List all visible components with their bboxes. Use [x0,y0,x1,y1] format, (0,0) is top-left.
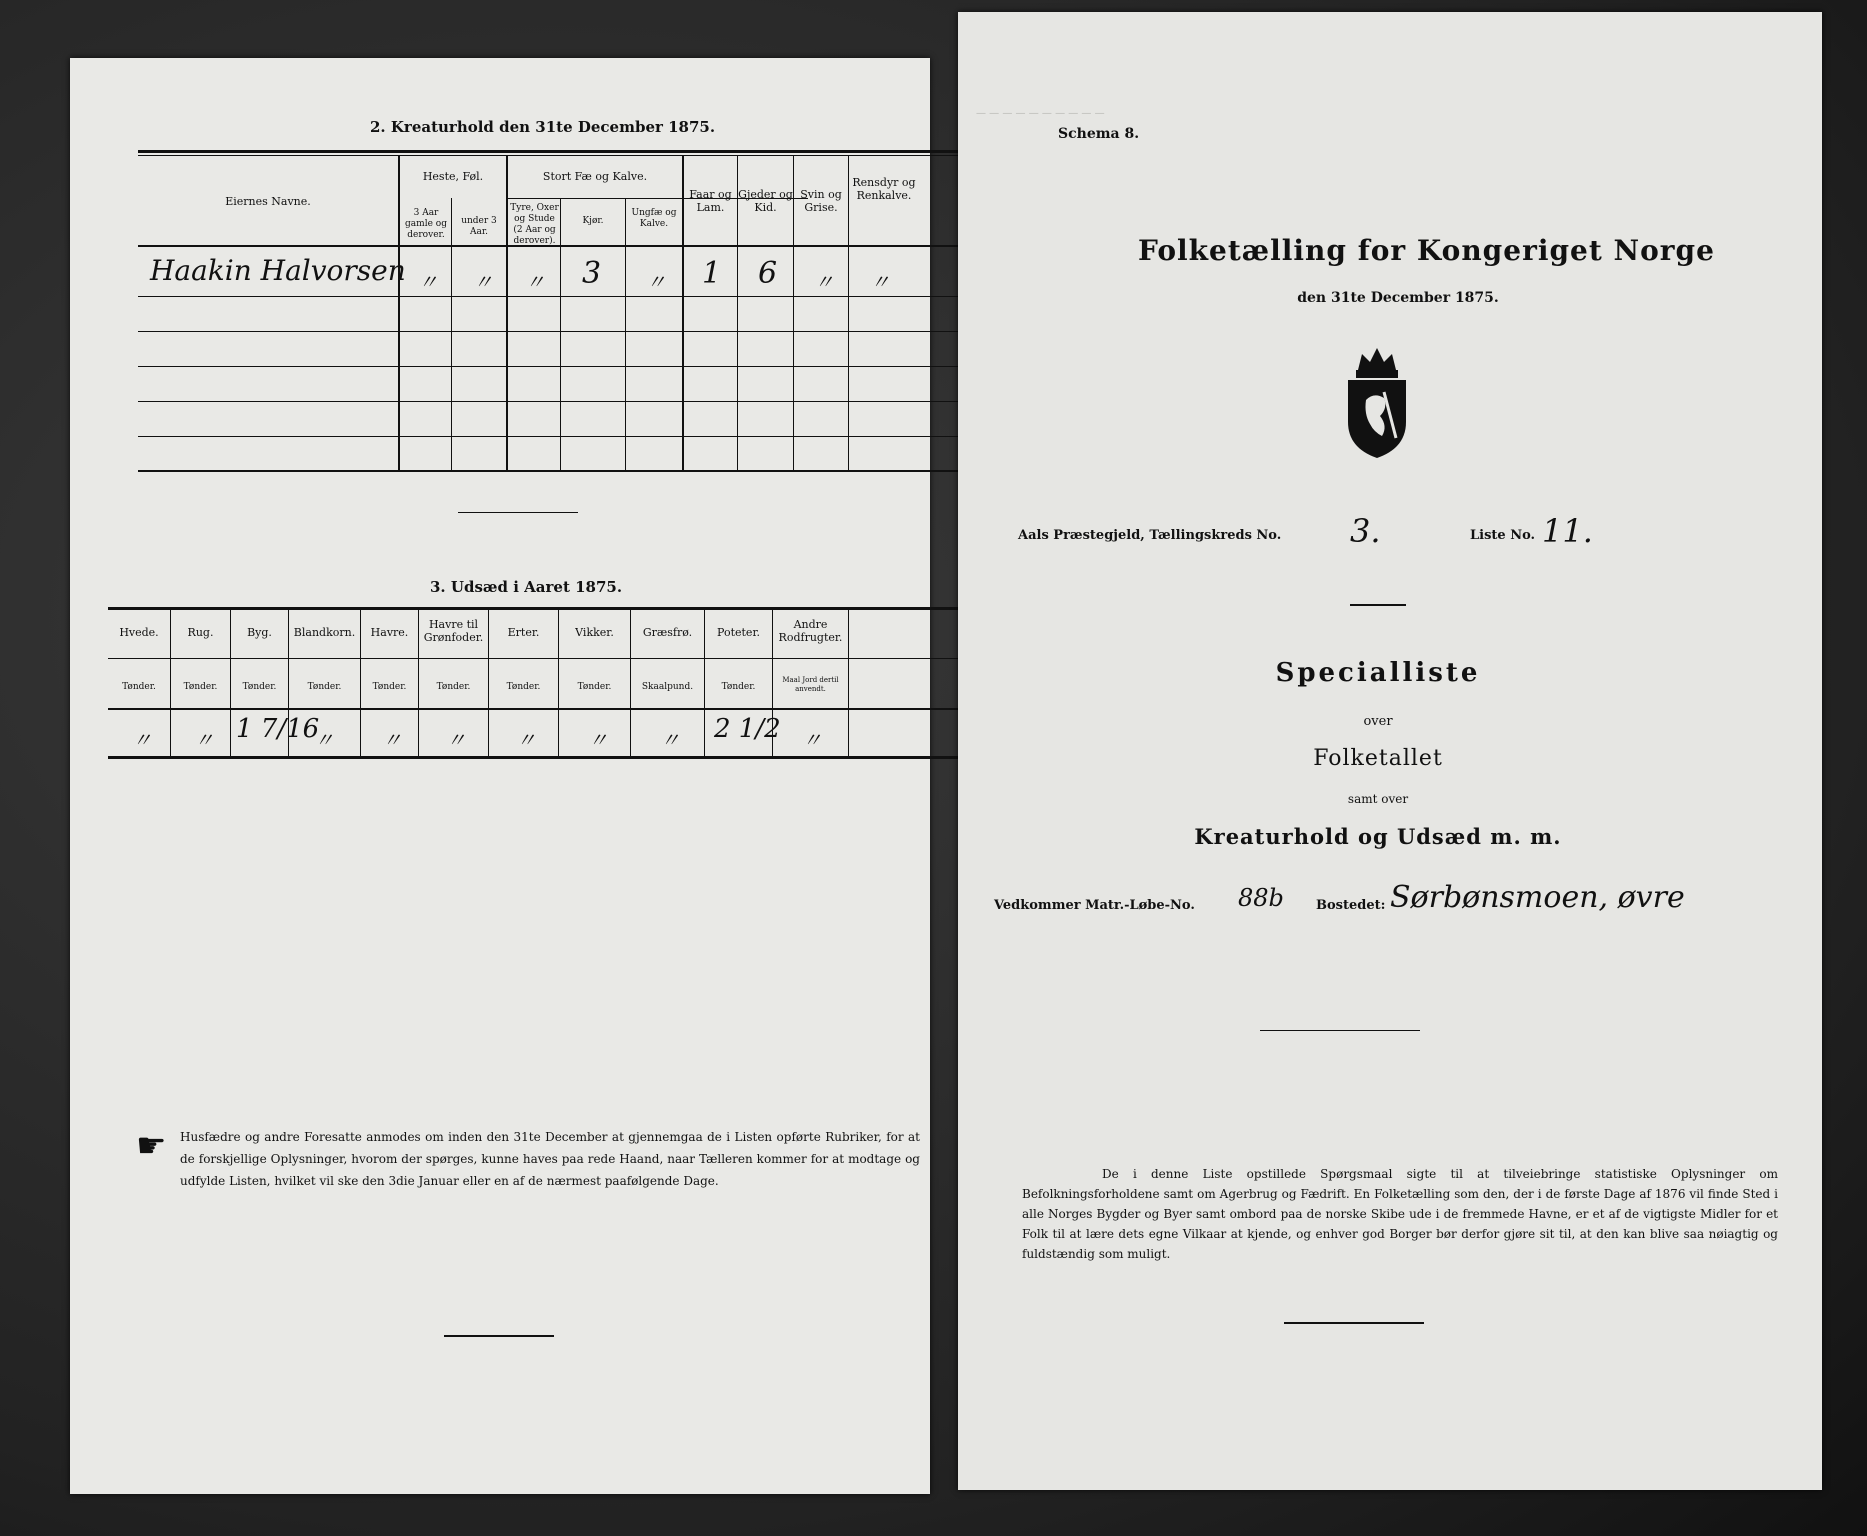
stort-fae-header: Stort Fæ og Kalve. [542,170,648,183]
parish-number: 3. [1350,512,1381,550]
census-explanation: De i denne Liste opstillede Spørgsmaal sigte til at tilveiebringe statistiske Oplysninger om Befolkningsforholdene samt om Agerbrug og Fædrift. En Folketælling som den, der i de første Dage af 1876 vil finde Sted i alle Norges Bygder og Byer samt ombord paa de norske Skibe ude i de fremmede Havne, er et af de vigtigste Midler for et Folk til at lære dets egne Vilkaar at kjende, og enhver god Borger bør derfor gjøre sit til, at den kan blive saa nøiagtig og fuldstændig som muligt. [1022,1167,1778,1261]
seed-col-header: Hvede. [119,626,159,639]
livestock-value: 〃 [473,270,493,294]
seed-value: 〃 [802,728,822,752]
heste-sub-old: 3 Aar gamle og derover. [405,208,447,240]
section3-title: 3. Udsæd i Aaret 1875. [430,578,623,596]
livestock-value: 〃 [814,270,834,294]
schema-label: Schema 8. [1058,126,1140,142]
matr-value: 88b [1238,884,1284,912]
rensdyr-header: Rensdyr og Renkalve. [852,176,916,202]
seed-value: 〃 [446,728,466,752]
gjeder-header: Gjeder og Kid. [738,188,793,214]
seed-unit: Tønder. [307,682,342,692]
bosted-value: Sørbønsmoen, øvre [1390,880,1685,915]
seed-unit: Tønder. [183,682,218,692]
livestock-value: 〃 [418,270,438,294]
seed-col-header: Græsfrø. [642,626,693,639]
seed-col-header: Andre Rodfrugter. [778,618,843,644]
section2-title: 2. Kreaturhold den 31te December 1875. [370,118,716,136]
samt-over-text: samt over [1347,792,1409,806]
col-owner-header: Eiernes Navne. [225,195,311,208]
seed-unit: Tønder. [577,682,612,692]
heste-sub-young: under 3 Aar. [461,216,497,237]
liste-number: 11. [1542,512,1593,550]
seed-col-header: Havre til Grønfoder. [423,618,484,644]
matr-label: Vedkommer Matr.-Løbe-No. [994,898,1195,913]
livestock-value: 3 [582,256,602,291]
folketallet-text: Folketallet [1313,746,1443,771]
livestock-value: 6 [758,256,778,291]
seed-value: 〃 [588,728,608,752]
seed-value: 〃 [194,728,214,752]
seed-value: 2 1/2 [714,714,781,744]
kreaturhold-text: Kreaturhold og Udsæd m. m. [1194,824,1562,849]
livestock-value: 〃 [870,270,890,294]
bosted-label: Bostedet: [1316,898,1386,913]
coat-of-arms-icon [1336,342,1418,460]
liste-label: Liste No. [1470,528,1536,543]
census-date: den 31te December 1875. [1297,290,1499,306]
seed-unit: Tønder. [122,682,156,692]
over-text: over [1363,714,1393,729]
seed-col-header: Rug. [187,626,214,639]
seed-unit: Tønder. [506,682,541,692]
seed-value: 〃 [132,728,152,752]
seed-unit: Tønder. [721,682,756,692]
household-note: Husfædre og andre Foresatte anmodes om inden den 31te December at gjennemgaa de i Listen opførte Rubriker, for at de forskjellige Oplysninger, hvorom der spørges, kunne haves paa rede Haand, naar Tælleren kommer for at modtage og udfylde Listen, hvilket vil ske den 3die Januar eller en af de nærmest paafølgende Dage. [180,1130,920,1188]
left-page [70,58,930,1494]
seed-value: 〃 [660,728,680,752]
census-title: Folketælling for Kongeriget Norge [1138,234,1715,267]
seed-unit: Maal Jord dertil anvendt. [782,676,839,693]
heste-header: Heste, Føl. [422,170,484,183]
seed-value: 1 7/16 [236,714,320,744]
livestock-value: 1 [702,256,722,291]
seed-col-header: Byg. [247,626,272,639]
seed-col-header: Poteter. [717,626,760,639]
stort-sub-kjor: Kjør. [582,216,604,226]
seed-value: 〃 [516,728,536,752]
seed-unit: Tønder. [242,682,277,692]
seed-col-header: Blandkorn. [293,626,356,639]
owner-name: Haakin Halvorsen [150,254,406,287]
stort-sub-ungfae: Ungfæ og Kalve. [631,208,677,229]
seed-unit: Tønder. [436,682,471,692]
svin-header: Svin og Grise. [800,188,842,214]
livestock-value: 〃 [646,270,666,294]
special-title: Specialliste [1275,658,1481,688]
seed-col-header: Erter. [507,626,540,639]
livestock-value: 〃 [525,270,545,294]
seed-col-header: Havre. [370,626,409,639]
seed-value: 〃 [314,728,334,752]
faar-header: Faar og Lam. [689,188,732,214]
pointing-hand-icon: ☛ [136,1126,167,1166]
stort-sub-tyre: Tyre, Oxer og Stude (2 Aar og derover). [510,203,559,246]
seed-value: 〃 [382,728,402,752]
parish-label: Aals Præstegjeld, Tællingskreds No. [1018,528,1282,543]
bleed-through-marks: — — — — — — — — — — [976,108,1105,119]
seed-unit: Skaalpund. [641,682,694,692]
seed-unit: Tønder. [372,682,407,692]
seed-col-header: Vikker. [575,626,614,639]
right-page [958,12,1822,1490]
